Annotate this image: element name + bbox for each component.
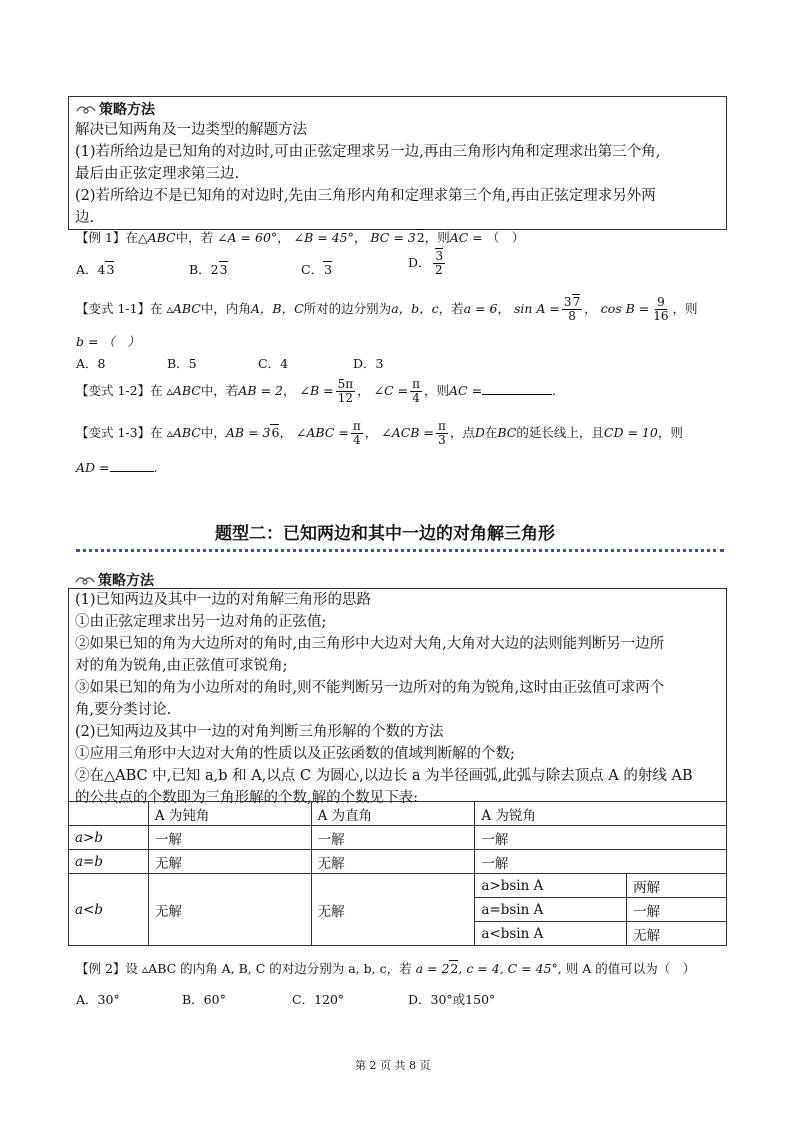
example-1-stem: 【例 1】在△ABC中，若 ∠A = 60°， ∠B = 45°， BC = 32，则AC = （ ） [76, 230, 525, 245]
strategy-lines-2 [75, 589, 693, 809]
strategy-line: (1)若所给边是已知角的对边时,可由正弦定理求另一边,再由三角形内角和定理求出第三个角, [75, 144, 661, 160]
strategy-line: ①由正弦定理求出另一边对角的正弦值; [75, 614, 327, 630]
strategy-icon [74, 574, 96, 586]
strategy-lines-1 [75, 119, 660, 229]
strategy-line: 边. [75, 210, 95, 226]
table-row: a=b 无解 无解 一解 [69, 850, 727, 874]
variant-1-1-option-a[interactable]: A．8 [76, 356, 106, 371]
example-2-option-a[interactable]: A．30° [76, 992, 120, 1007]
variant-1-3-stem: 【变式 1-3】在 ▵ABC中，AB = 36， ∠ABC = $\frac{\pi}{4}$ ， ∠ACB = $\frac{\pi}{3}$ ，点D在BC的延长线上，且CD = 10，则 [76, 419, 683, 447]
variant-1-1-option-d[interactable]: D．3 [353, 356, 384, 371]
answer-blank[interactable] [482, 394, 552, 395]
strategy-line: ②在△ABC 中,已知 a,b 和 A,以点 C 为圆心,以边长 a 为半径画弧,此弧与除去顶点 A 的射线 AB [75, 768, 693, 784]
table-row: a>b 一解 一解 一解 [69, 826, 727, 850]
strategy-line: ②如果已知的角为大边所对的角时,由三角形中大边对大角,大角对大边的法则能判断另一边所 [75, 636, 665, 652]
variant-1-1-ask: b = （ ） [76, 334, 140, 349]
strategy-line: 的公共点的个数即为三角形解的个数,解的个数见下表: [75, 790, 418, 806]
variant-1-1-option-c[interactable]: C．4 [258, 356, 289, 371]
table-header-row: A 为钝角 A 为直角 A 为锐角 [69, 802, 727, 826]
example-2-stem: 【例 2】设 ▵ABC 的内角 A, B, C 的对边分别为 a, b, c，若 a = 22, c = 4, C = 45°, 则 A 的值可以为（ ） [76, 961, 696, 976]
strategy-line: 角,要分类讨论. [75, 702, 172, 718]
table-row: a<b 无解 无解 a>bsin A 两解 [69, 874, 727, 898]
example-1-option-d[interactable]: D． $\frac{3}{2}$ [408, 249, 444, 277]
table-row: a=bsin A 一解 [69, 898, 727, 922]
example-1-option-c[interactable]: C．3 [301, 262, 333, 277]
strategy-line: 最后由正弦定理求第三边. [75, 166, 240, 182]
solutions-table [68, 801, 727, 946]
strategy-line: 解决已知两角及一边类型的解题方法 [75, 122, 307, 138]
strategy-icon [75, 103, 97, 115]
strategy-line: (2)已知两边及其中一边的对角判断三角形解的个数的方法 [75, 724, 444, 740]
example-2-option-b[interactable]: B．60° [182, 992, 226, 1007]
variant-1-1-option-b[interactable]: B．5 [167, 356, 197, 371]
table-row: a<bsin A 无解 [69, 922, 727, 946]
answer-blank[interactable] [110, 471, 154, 472]
strategy-title-2: 策略方法 [74, 570, 154, 590]
example-1-option-a[interactable]: A．43 [76, 262, 115, 277]
strategy-box-2 [68, 588, 727, 806]
strategy-line: ①应用三角形中大边对大角的性质以及正弦函数的值域判断解的个数; [75, 746, 515, 762]
strategy-line: ③如果已知的角为小边所对的角时,则不能判断另一边所对的角为锐角,这时由正弦值可求两个 [75, 680, 665, 696]
strategy-line: 对的角为锐角,由正弦值可求锐角; [75, 658, 288, 674]
page-footer: 第 2 页 共 8 页 [355, 1059, 431, 1072]
variant-1-3-ask: AD = . [76, 460, 158, 475]
example-1-option-b[interactable]: B．23 [189, 262, 228, 277]
section-heading: 题型二：已知两边和其中一边的对角解三角形 [215, 524, 555, 544]
strategy-box-1 [68, 96, 727, 230]
strategy-line: (1)已知两边及其中一边的对角解三角形的思路 [75, 592, 372, 608]
section-divider [76, 549, 724, 552]
example-2-option-c[interactable]: C．120° [292, 992, 345, 1007]
example-2-option-d[interactable]: D．30°或150° [408, 992, 496, 1007]
strategy-title-1: 策略方法 [75, 99, 155, 119]
strategy-line: (2)若所给边不是已知角的对边时,先由三角形内角和定理求第三个角,再由正弦定理求另外两 [75, 188, 656, 204]
variant-1-1-stem: 【变式 1-1】在 ▵ABC中，内角A，B，C所对的边分别为a，b，c，若a = 6， sin A = $\frac{37}{8}$ ， cos B = $\frac{9}{16}$ ，则 [76, 295, 698, 323]
variant-1-2-stem: 【变式 1-2】在 ▵ABC中，若AB = 2， ∠B = $\frac{5\pi}{12}$ ， ∠C = $\frac{\pi}{4}$ ，则AC = . [76, 377, 557, 405]
